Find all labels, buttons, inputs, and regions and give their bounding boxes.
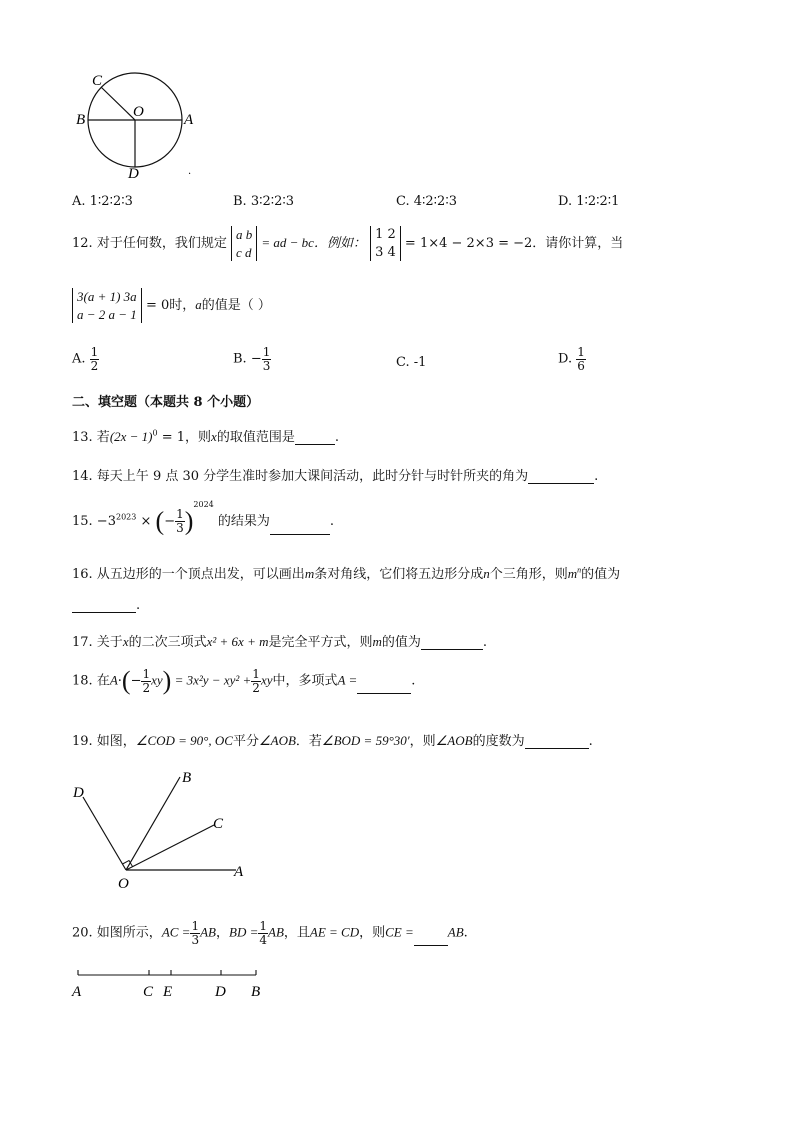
determinant-question: 3(a + 1) 3a a − 2 a − 1 (72, 288, 142, 323)
answer-blank (270, 534, 330, 535)
q12-option-b: B. − $\frac{1}{3}$ (233, 345, 271, 373)
q12-option-a: A. $\frac{1}{2}$ (72, 345, 99, 373)
label-C: C (143, 984, 154, 1000)
q12-line1: 12. 对于任何数，我们规定 a b c d = ad − bc．例如： 1 2 3 4 = 1×4 − 2×3 = −2．请你计算，当 (72, 227, 624, 260)
answer-blank (72, 612, 136, 613)
q11-option-b: B. 3∶2∶2∶3 (233, 194, 295, 209)
answer-blank (421, 649, 483, 650)
q17: 17. 关于x的二次三项式x² + 6x + m是完全平方式，则m的值为 . (72, 634, 488, 650)
q11-option-c: C. 4∶2∶2∶3 (396, 194, 457, 209)
answer-blank (295, 444, 335, 445)
answer-blank (528, 483, 594, 484)
q16: 16. 从五边形的一个顶点出发，可以画出m条对角线，它们将五边形分成n个三角形，则$m^n$的值为 (72, 565, 621, 582)
answer-blank (357, 693, 411, 694)
answer-blank (414, 945, 448, 946)
q11-option-a: A. 1∶2∶2∶3 (72, 194, 133, 209)
segment-figure (70, 965, 270, 1005)
label-A: A (184, 112, 194, 128)
q11-option-d: D. 1∶2∶2∶1 (558, 194, 620, 209)
q15: 15. $-3^{2023}$ × (− $\frac{1}{3}$ )$^{2024}$ 的结果为 . (72, 500, 335, 536)
circle-figure (70, 70, 210, 180)
label-O: O (133, 104, 144, 120)
q19: 19. 如图，∠COD = 90°, OC平分∠AOB．若∠BOD = 59°30′，则∠AOB的度数为 . (72, 733, 593, 749)
label-B: B (76, 112, 86, 128)
determinant-definition: a b c d (231, 226, 257, 261)
angle-figure (68, 765, 258, 895)
label-O: O (118, 876, 129, 892)
q14: 14. 每天上午 9 点 30 分学生准时参加大课间活动，此时分针与时针所夹的角为 . (72, 469, 599, 484)
answer-blank (525, 748, 589, 749)
label-E: E (163, 984, 173, 1000)
section-heading: 二、填空题（本题共 8 个小题） (72, 395, 260, 410)
determinant-example: 1 2 3 4 (370, 226, 401, 261)
q16-answer: . (72, 598, 140, 613)
label-D: D (73, 785, 84, 801)
q12-option-d: D. $\frac{1}{6}$ (558, 345, 585, 373)
q18: 18. 在A·(− $\frac{1}{2}$ xy) = 3x²y − xy² + $\frac{1}{2}$ xy中，多项式A = . (72, 666, 416, 696)
label-D: D (215, 984, 226, 1000)
label-C: C (92, 73, 103, 89)
q12-line2: 3(a + 1) 3a a − 2 a − 1 = 0时，a的值是（ ） (72, 288, 271, 323)
q12-option-c: C. -1 (396, 355, 427, 370)
label-C: C (213, 816, 224, 832)
label-B: B (251, 984, 261, 1000)
stray-dot: . (188, 166, 192, 177)
label-D: D (128, 166, 139, 180)
label-A: A (234, 864, 244, 880)
q13: 13. 若$(2x - 1)^0 = 1$，则x的取值范围是 . (72, 428, 339, 445)
label-A: A (72, 984, 82, 1000)
label-B: B (182, 770, 192, 786)
q20: 20. 如图所示，AC = $\frac{1}{3}$ AB，BD = $\frac{1}{4}$ AB，且AE = CD，则CE = AB. (72, 919, 468, 947)
